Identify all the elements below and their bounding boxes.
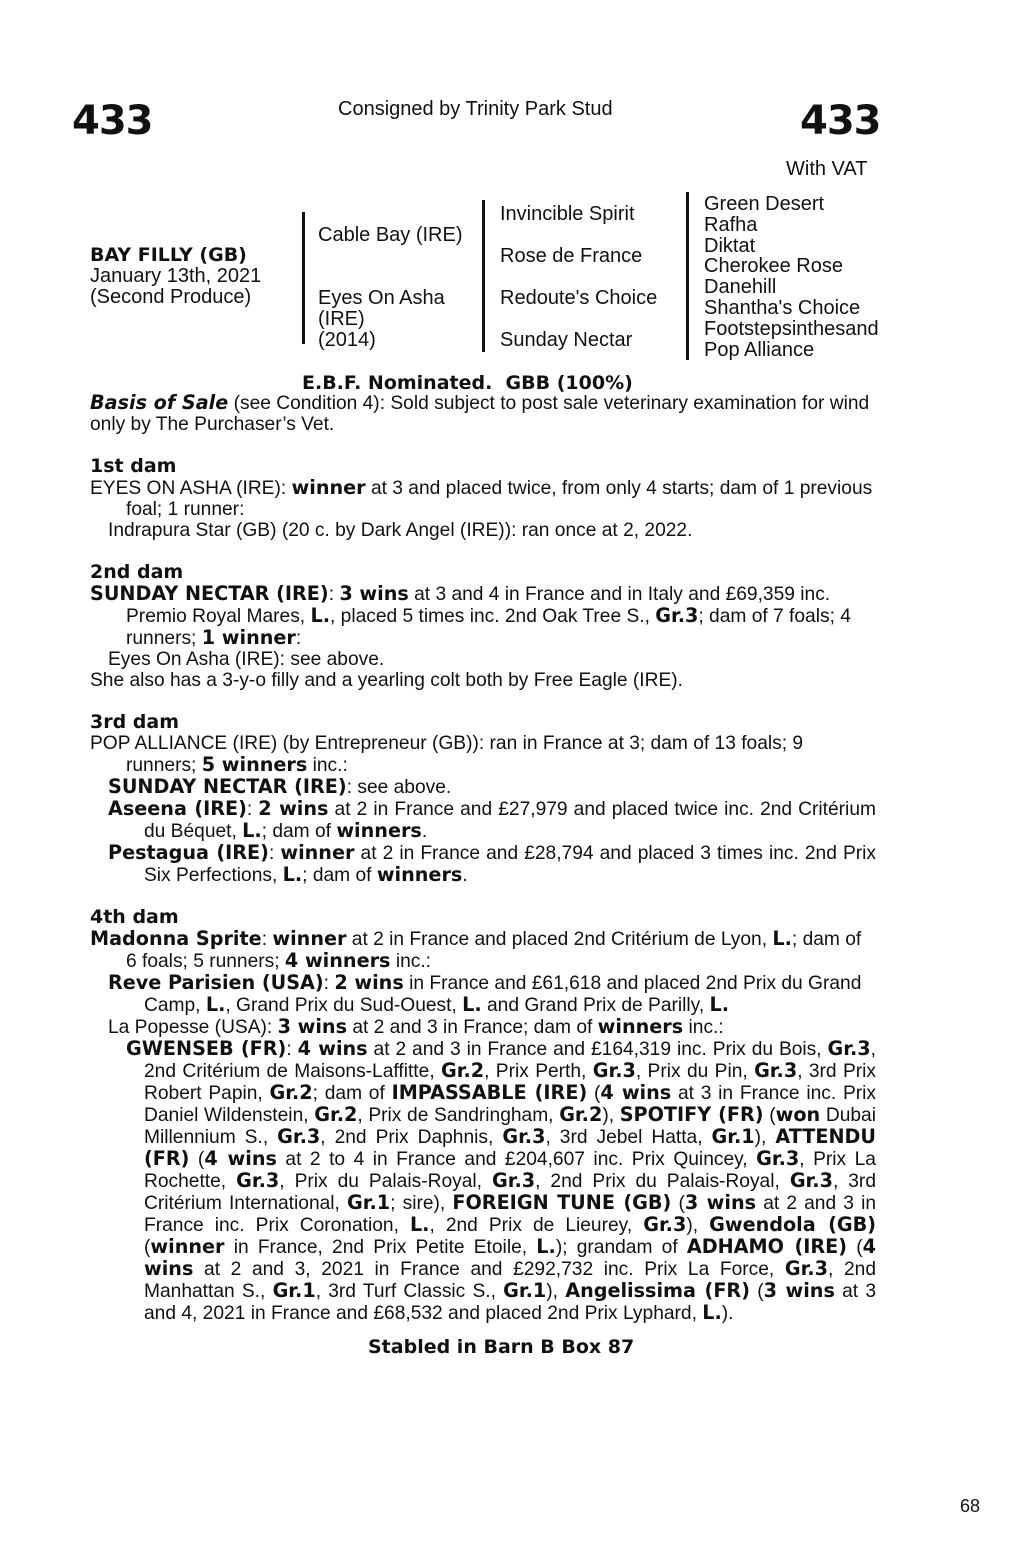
text-span: ; sire), <box>390 1193 453 1214</box>
text-span: inc.: <box>683 1017 724 1038</box>
produce-name: Aseena (IRE) <box>108 797 247 820</box>
produce-name: SUNDAY NECTAR (IRE) <box>108 775 347 798</box>
second-dam-heading: 2nd dam <box>90 561 184 583</box>
group-mark: Gr.3 <box>784 1257 829 1280</box>
text-span: at 2 and 3 in France inc. Prix Coronation, <box>144 1193 877 1236</box>
pedigree-gen3-item: Shantha's Choice <box>704 296 861 319</box>
text-bold: winners <box>597 1015 684 1038</box>
produce-name: Pestagua (IRE) <box>108 841 269 864</box>
pedigree-gen2-0: Invincible Spirit <box>500 203 635 225</box>
produce-name: IMPASSABLE (IRE) <box>391 1081 588 1104</box>
text-span: ( <box>763 1105 776 1126</box>
listed-mark: L. <box>772 927 792 950</box>
catalogue-body <box>90 392 876 1324</box>
text-bold: 2 wins <box>258 797 329 820</box>
text-bold: 3 wins <box>339 582 409 605</box>
text-bold: 1 winner <box>201 626 296 649</box>
pedigree-gen3-item: Rafha <box>704 213 758 236</box>
text-span: at 2 and 3, 2021 in France and £292,732 inc. Prix La Force, <box>193 1259 785 1280</box>
group-mark: Gr.3 <box>754 1059 798 1082</box>
pedigree-bracket-2 <box>482 200 485 352</box>
pedigree-dam <box>318 288 445 351</box>
text-span: ), <box>602 1105 620 1126</box>
group-mark: Gr.1 <box>347 1191 391 1214</box>
produce-name: FOREIGN TUNE (GB) <box>452 1191 672 1214</box>
text-span: , Grand Prix du Sud-Ouest, <box>225 995 463 1016</box>
text-span: ), <box>546 1281 566 1302</box>
text-span: , 2nd Critérium de Maisons-Laffitte, <box>144 1039 877 1082</box>
first-dam-name: EYES ON ASHA (IRE): <box>90 478 292 499</box>
listed-mark: L. <box>536 1235 556 1258</box>
text-bold: 4 winners <box>284 949 391 972</box>
text-span: , Prix Perth, <box>484 1061 593 1082</box>
pedigree-gen3 <box>704 194 879 360</box>
text-span: , 3rd Critérium International, <box>144 1171 876 1214</box>
produce-name: SPOTIFY (FR) <box>619 1103 764 1126</box>
text-span: ). <box>721 1303 734 1324</box>
produce-aseena: Aseena (IRE): 2 wins at 2 in France and £27,979 and placed twice inc. 2nd Critérium du Béquet, L.; dam of winners. <box>108 797 876 842</box>
vat-note: With VAT <box>786 158 868 180</box>
text-span: , 2nd Prix de Lieurey, <box>429 1215 644 1236</box>
produce-sunday-nectar <box>90 776 876 798</box>
pedigree-dam-country: (IRE) <box>318 308 365 330</box>
text-span: ( <box>847 1237 863 1258</box>
group-mark: Gr.3 <box>827 1037 871 1060</box>
group-mark: Gr.3 <box>643 1213 687 1236</box>
group-mark: Gr.2 <box>314 1103 358 1126</box>
third-dam-entry <box>90 733 876 776</box>
text-span: at 2 in France and placed 2nd Critérium de Lyon, <box>346 929 773 950</box>
text-span: , Prix La Rochette, <box>144 1149 876 1192</box>
first-dam-heading: 1st dam <box>90 455 177 477</box>
group-mark: Gr.3 <box>655 604 699 627</box>
text-span: inc.: <box>307 755 348 776</box>
produce-name: Angelissima (FR) <box>565 1279 750 1302</box>
text-span: , 3rd Prix Robert Papin, <box>144 1061 876 1104</box>
first-dam-text: at 3 and placed twice, from only 4 starts; dam of 1 previous foal; 1 runner: <box>126 478 873 520</box>
pedigree-gen2-1: Rose de France <box>500 245 643 267</box>
text-span: at 2 and 3 in France; dam of <box>347 1017 598 1038</box>
group-mark: Gr.3 <box>277 1125 321 1148</box>
produce-reve-parisien: Reve Parisien (USA): 2 wins in France and £61,618 and placed 2nd Prix du Grand Camp, L., Grand Prix du Sud-Ouest, L. and Grand Prix de Parilly, L. <box>108 971 862 1016</box>
text-span: inc.: <box>390 951 432 972</box>
group-mark: Gr.2 <box>559 1103 603 1126</box>
text-span: ; dam of 6 foals; 5 runners; <box>126 929 862 972</box>
produce-pestagua: Pestagua (IRE): winner at 2 in France and £28,794 and placed 3 times inc. 2nd Prix Six Perfections, L.; dam of winners. <box>108 841 876 886</box>
group-mark: Gr.3 <box>756 1147 800 1170</box>
lot-number-right: 433 <box>800 98 881 144</box>
text-span: , Prix du Pin, <box>635 1061 755 1082</box>
pedigree-sire: Cable Bay (IRE) <box>318 224 463 246</box>
text-bold: winners <box>336 819 422 842</box>
pedigree-gen3-item: Green Desert <box>704 193 825 215</box>
text-bold: 3 wins <box>277 1015 347 1038</box>
text-bold: 4 wins <box>600 1081 672 1104</box>
text-span: in France, 2nd Prix Petite Etoile, <box>224 1237 537 1258</box>
pedigree-gen3-item: Danehill <box>704 276 777 299</box>
basis-of-sale <box>90 392 876 435</box>
produce-name: Gwendola (GB) <box>709 1213 876 1236</box>
listed-mark: L. <box>462 993 482 1016</box>
text-span: at 2 and 3 in France and £164,319 inc. Prix du Bois, <box>367 1039 828 1060</box>
text-bold: winner <box>150 1235 225 1258</box>
text-bold: winner <box>272 927 347 950</box>
fourth-dam-heading: 4th dam <box>90 906 179 928</box>
horse-produce: (Second Produce) <box>90 286 252 308</box>
group-mark: Gr.1 <box>503 1279 547 1302</box>
text-span: in France and £61,618 and placed 2nd Prix du Grand Camp, <box>144 973 862 1016</box>
text-span: , 2nd Manhattan S., <box>144 1259 876 1302</box>
text-span: at 3 and 4 in France and in Italy and £69,359 inc. Premio Royal Mares, <box>126 584 831 627</box>
text-span: at 2 in France and £28,794 and placed 3 times inc. 2nd Prix Six Perfections, <box>144 843 876 886</box>
text-span: ), <box>754 1127 776 1148</box>
text-span: , 2nd Prix Daphnis, <box>320 1127 503 1148</box>
second-dam-entry <box>90 583 876 649</box>
text-span: at 3 in France inc. Prix Daniel Wildenstein, <box>144 1083 876 1126</box>
text-bold: 5 winners <box>201 753 308 776</box>
text-bold: 3 wins <box>684 1191 757 1214</box>
lot-number-left: 433 <box>72 98 153 144</box>
pedigree-bracket-1 <box>302 212 305 344</box>
third-dam-heading: 3rd dam <box>90 711 180 733</box>
produce-gwenseb: GWENSEB (FR): 4 wins at 2 and 3 in France and £164,319 inc. Prix du Bois, Gr.3, 2nd Critérium de Maisons-Laffitte, Gr.2, Prix Perth, Gr.3, Prix du Pin, Gr.3, 3rd Prix Robert Papin, Gr.2; dam of IMPASSABLE (IRE) (4 wins at 3 in France inc. Prix Daniel Wildenstein, Gr.2, Prix de Sandringham, Gr.2), SPOTIFY (FR) (won Dubai Millennium S., Gr.3, 2nd Prix Daphnis, Gr.3, 3rd Jebel Hatta, Gr.1), ATTENDU (FR) (4 wins at 2 to 4 in France and £204,607 inc. Prix Quincey, Gr.3, Prix La Rochette, Gr.3, Prix du Palais-Royal, Gr.3, 2nd Prix du Palais-Royal, Gr.3, 3rd Critérium International, Gr.1; sire), FOREIGN TUNE (GB) (3 wins at 2 and 3 in France inc. Prix Coronation, L., 2nd Prix de Lieurey, Gr.3), Gwendola (GB) (winner in France, 2nd Prix Petite Etoile, L.); grandam of ADHAMO (IRE) (4 wins at 2 and 3, 2021 in France and £292,732 inc. Prix La Force, Gr.3, 2nd Manhattan S., Gr.1, 3rd Turf Classic S., Gr.1), Angelissima (FR) (3 wins at 3 and 4, 2021 in France and £68,532 and placed 2nd Prix Lyphard, L.). <box>126 1037 877 1324</box>
group-mark: Gr.2 <box>269 1081 313 1104</box>
text-bold: winner <box>280 841 355 864</box>
text-span: at 2 in France and £27,979 and placed twice inc. 2nd Critérium du Béquet, <box>144 799 876 842</box>
listed-mark: L. <box>242 819 262 842</box>
text-bold: won <box>775 1103 821 1126</box>
produce-name: La Popesse (USA): <box>108 1017 278 1038</box>
text-span: , 3rd Jebel Hatta, <box>545 1127 712 1148</box>
first-dam-produce: Indrapura Star (GB) (20 c. by Dark Angel (IRE)): ran once at 2, 2022. <box>108 520 693 541</box>
horse-name: BAY FILLY (GB) <box>90 244 247 266</box>
text-span: ), <box>686 1215 710 1236</box>
pedigree-gen3-item: Cherokee Rose <box>704 255 843 278</box>
horse-block <box>90 245 261 308</box>
produce-name: GWENSEB (FR) <box>126 1037 287 1060</box>
pedigree-dam-year: (2014) <box>318 329 376 351</box>
text-span: , Prix de Sandringham, <box>357 1105 560 1126</box>
first-dam-winner: winner <box>291 476 366 499</box>
group-mark: Gr.3 <box>502 1125 546 1148</box>
text-span: ( <box>671 1193 685 1214</box>
text-bold: 3 wins <box>763 1279 835 1302</box>
text-span: at 3 and 4, 2021 in France and £68,532 and placed 2nd Prix Lyphard, <box>144 1281 876 1324</box>
pedigree-dam-name: Eyes On Asha <box>318 287 445 309</box>
group-mark: Gr.3 <box>236 1169 280 1192</box>
text-span: , 3rd Turf Classic S., <box>315 1281 504 1302</box>
nomination: E.B.F. Nominated. GBB (100%) <box>302 372 633 394</box>
basis-text: (see Condition 4): Sold subject to post sale veterinary examination for wind only by The Purchaser’s Vet. <box>90 393 870 435</box>
text-span: ( <box>144 1237 151 1258</box>
text-span: : see above. <box>346 777 452 798</box>
first-dam-entry <box>90 477 876 520</box>
listed-mark: L. <box>409 1213 430 1236</box>
second-dam-name: SUNDAY NECTAR (IRE) <box>90 582 329 605</box>
text-span: ; dam of <box>302 865 377 886</box>
second-dam-note: She also has a 3-y-o filly and a yearling colt both by Free Eagle (IRE). <box>90 670 683 691</box>
pedigree-gen3-item: Pop Alliance <box>704 338 815 361</box>
text-span: ; dam of <box>312 1083 392 1104</box>
pedigree-gen2-2: Redoute's Choice <box>500 287 658 309</box>
fourth-dam-name: Madonna Sprite <box>90 927 262 950</box>
text-span: , 2nd Prix du Palais-Royal, <box>535 1171 790 1192</box>
second-dam-produce: Eyes On Asha (IRE): see above. <box>108 649 385 670</box>
text-bold: 4 wins <box>144 1235 876 1280</box>
consignor: Consigned by Trinity Park Stud <box>338 98 613 120</box>
text-span: : <box>328 584 340 605</box>
group-mark: Gr.3 <box>789 1169 833 1192</box>
basis-label: Basis of Sale <box>90 391 229 414</box>
listed-mark: L. <box>702 1301 722 1324</box>
group-mark: Gr.3 <box>592 1059 636 1082</box>
group-mark: Gr.2 <box>441 1059 485 1082</box>
page-number: 68 <box>960 1496 981 1516</box>
text-span: ( <box>587 1083 601 1104</box>
third-dam-name: POP ALLIANCE (IRE) (by Entrepreneur (GB)): ran in France at 3; dam of 13 foals; 9 runners; <box>90 733 804 776</box>
text-span: ; dam of <box>261 821 337 842</box>
produce-name: ATTENDU (FR) <box>144 1125 877 1170</box>
text-span: at 2 to 4 in France and £204,607 inc. Prix Quincey, <box>276 1149 757 1170</box>
text-bold: 2 wins <box>334 971 404 994</box>
text-span: ( <box>189 1149 205 1170</box>
listed-mark: L. <box>310 604 330 627</box>
listed-mark: L. <box>205 993 226 1016</box>
group-mark: Gr.1 <box>711 1125 755 1148</box>
text-bold: 4 wins <box>204 1147 277 1170</box>
text-bold: 4 wins <box>297 1037 368 1060</box>
group-mark: Gr.1 <box>272 1279 316 1302</box>
text-span: , Prix du Palais-Royal, <box>279 1171 492 1192</box>
produce-name: ADHAMO (IRE) <box>686 1235 848 1258</box>
text-span: , placed 5 times inc. 2nd Oak Tree S., <box>329 606 656 627</box>
produce-name: Reve Parisien (USA) <box>108 971 324 994</box>
pedigree-gen3-item: Footstepsinthesand <box>704 317 879 340</box>
fourth-dam-entry: Madonna Sprite: winner at 2 in France and placed 2nd Critérium de Lyon, L.; dam of 6 foals; 5 runners; 4 winners inc.: <box>90 927 862 972</box>
pedigree-gen2-3: Sunday Nectar <box>500 329 633 351</box>
listed-mark: L. <box>282 863 303 886</box>
group-mark: Gr.3 <box>491 1169 536 1192</box>
stabled-note: Stabled in Barn B Box 87 <box>368 1336 635 1358</box>
produce-la-popesse <box>90 1016 876 1038</box>
text-span: ; dam of 7 foals; 4 runners; <box>126 606 851 649</box>
text-span: ); grandam of <box>555 1237 687 1258</box>
text-span: : <box>295 628 302 649</box>
text-span: ( <box>749 1281 764 1302</box>
horse-foaled: January 13th, 2021 <box>90 265 262 287</box>
text-bold: winners <box>376 863 463 886</box>
pedigree-gen3-item: Diktat <box>704 234 756 257</box>
pedigree-bracket-3 <box>686 192 689 360</box>
text-span: and Grand Prix de Parilly, <box>481 995 710 1016</box>
listed-mark: L. <box>709 993 730 1016</box>
text-span: Dubai Millennium S., <box>144 1105 876 1148</box>
